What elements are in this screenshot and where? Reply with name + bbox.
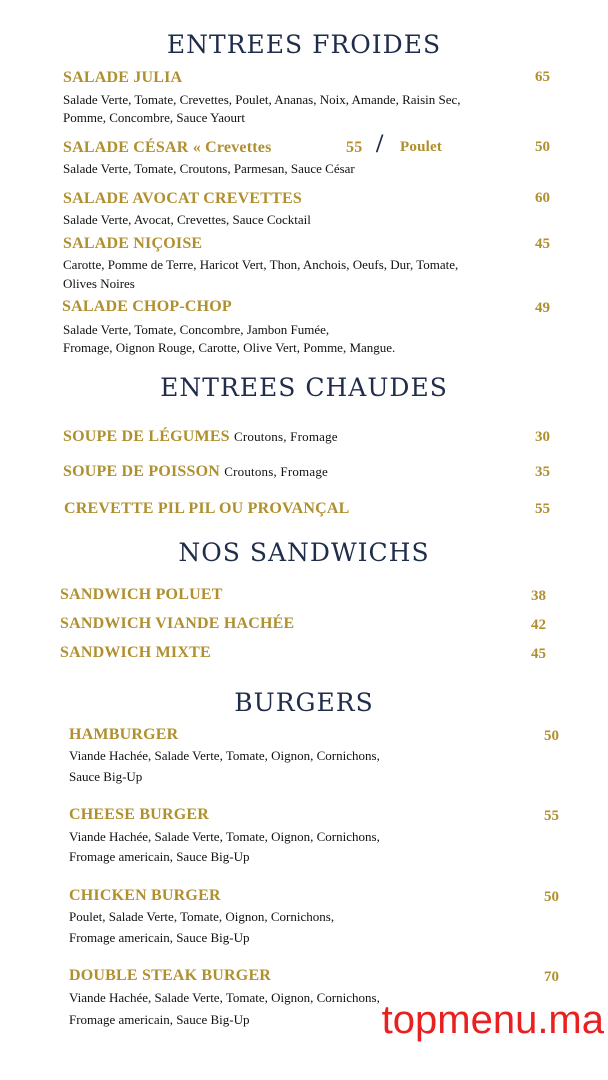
item-price: 50 [544,728,559,744]
item-name: SOUPE DE POISSON Croutons, Fromage [63,463,329,480]
item-description: Sauce Big-Up [69,769,143,784]
item-name-alt: Poulet [400,139,443,155]
item-price: 49 [535,300,550,316]
item-description: Carotte, Pomme de Terre, Haricot Vert, Thon, Anchois, Oeufs, Dur, Tomate, [63,257,459,272]
section-title-entrees-froides: ENTREES FROIDES [166,30,442,59]
item-price: 38 [531,588,546,604]
item-description: Viande Hachée, Salade Verte, Tomate, Oignon, Cornichons, [69,748,380,763]
item-price: 42 [531,617,546,633]
item-price: 50 [535,139,550,155]
item-description: Fromage americain, Sauce Big-Up [69,1012,250,1027]
item-name: SANDWICH MIXTE [60,644,211,661]
item-description: Fromage americain, Sauce Big-Up [69,849,250,864]
item-price: 60 [535,190,550,206]
item-name: SANDWICH VIANDE HACHÉE [60,615,295,632]
item-description: Salade Verte, Tomate, Croutons, Parmesan, Sauce César [63,161,355,176]
item-extra: Croutons, Fromage [224,464,329,479]
item-name: CHEESE BURGER [69,806,209,823]
item-description: Poulet, Salade Verte, Tomate, Oignon, Cornichons, [69,909,335,924]
item-description: Fromage americain, Sauce Big-Up [69,930,250,945]
item-price: 50 [544,889,559,905]
item-name: SOUPE DE LÉGUMES Croutons, Fromage [63,428,338,445]
item-price: 35 [535,464,550,480]
item-name: SALADE CHOP-CHOP [62,298,232,315]
slash-separator: / [376,129,384,158]
item-name: SALADE NIÇOISE [63,235,203,252]
item-description: Pomme, Concombre, Sauce Yaourt [63,110,245,125]
item-name: DOUBLE STEAK BURGER [69,967,272,984]
item-name: SALADE AVOCAT CREVETTES [63,190,303,207]
watermark-text: topmenu.ma [381,998,604,1042]
item-description: Salade Verte, Avocat, Crevettes, Sauce Cocktail [63,212,311,227]
item-description: Fromage, Oignon Rouge, Carotte, Olive Vert, Pomme, Mangue. [63,340,396,355]
item-name: CREVETTE PIL PIL OU PROVANÇAL [64,500,350,517]
item-extra: Croutons, Fromage [234,429,338,444]
item-name: CHICKEN BURGER [69,887,221,904]
item-name: SANDWICH POLUET [60,586,223,603]
item-description: Viande Hachée, Salade Verte, Tomate, Oignon, Cornichons, [69,990,380,1005]
section-title-entrees-chaudes: ENTREES CHAUDES [160,373,448,402]
item-name: SALADE JULIA [63,69,183,86]
item-name: SALADE CÉSAR « Crevettes [63,139,272,156]
item-price: 55 [535,501,550,517]
item-description: Salade Verte, Tomate, Concombre, Jambon Fumée, [63,322,330,337]
item-price: 45 [535,236,550,252]
section-title-burgers: BURGERS [234,688,374,717]
section-title-nos-sandwichs: NOS SANDWICHS [178,538,430,567]
item-price: 30 [535,429,550,445]
item-price: 55 [544,808,559,824]
item-price: 45 [531,646,546,662]
item-price-crevettes: 55 [346,139,363,156]
item-description: Viande Hachée, Salade Verte, Tomate, Oignon, Cornichons, [69,829,380,844]
item-description: Salade Verte, Tomate, Crevettes, Poulet, Ananas, Noix, Amande, Raisin Sec, [63,92,461,107]
item-name: HAMBURGER [69,726,179,743]
item-price: 70 [544,969,559,985]
item-price: 65 [535,69,550,85]
item-description: Olives Noires [63,276,135,291]
